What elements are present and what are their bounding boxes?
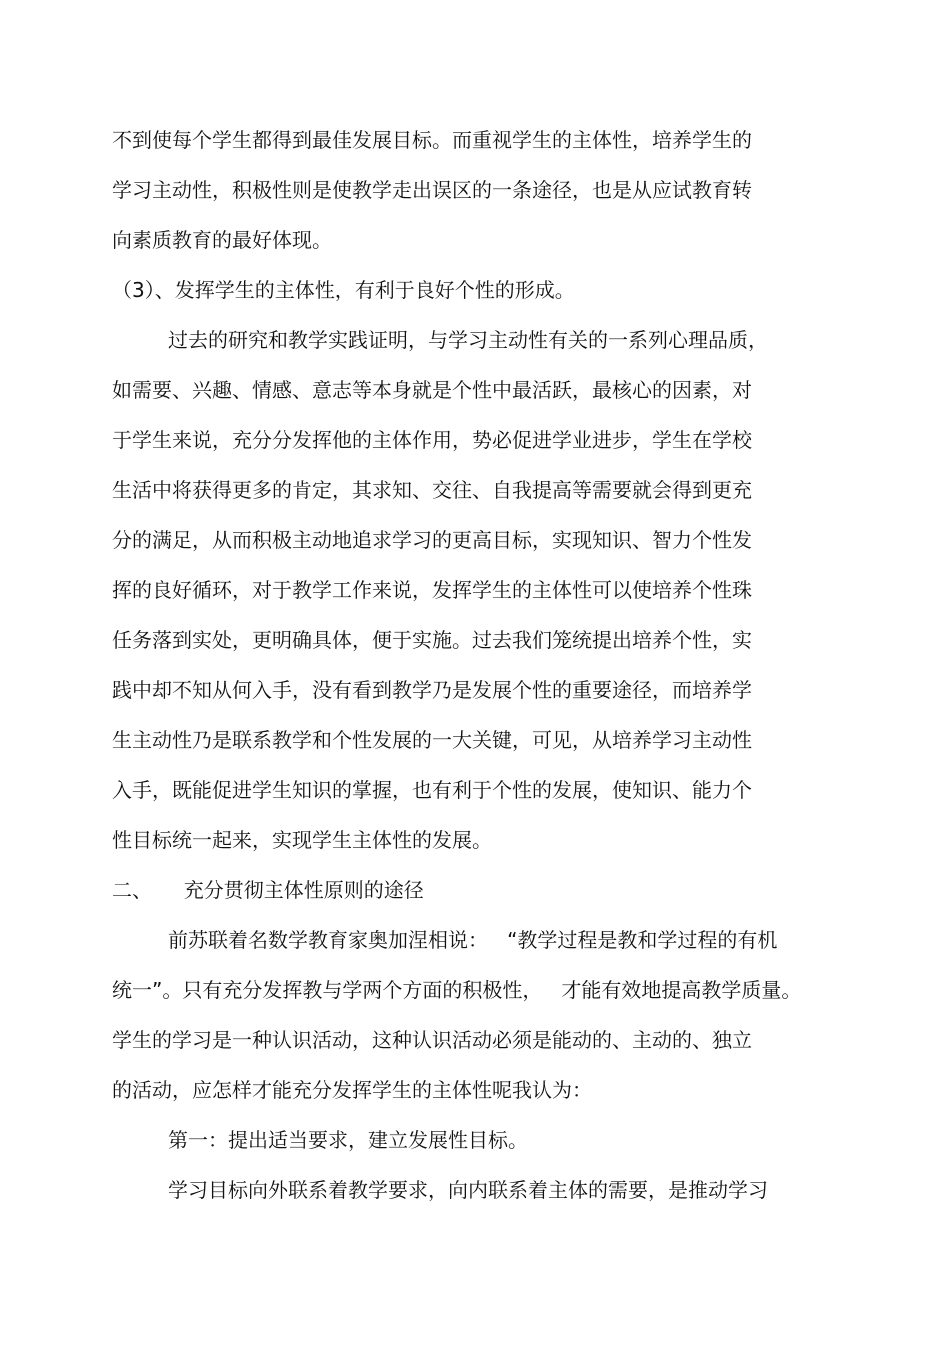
text-line-19: 学生的学习是一种认识活动，这种认识活动必须是能动的、主动的、独立 xyxy=(112,1028,752,1052)
text-line-7: 于学生来说，充分分发挥他的主体作用，势必促进学业进步，学生在学校 xyxy=(112,428,752,452)
text-line-2: 学习主动性，积极性则是使教学走出误区的一条途径，也是从应试教育转 xyxy=(112,178,752,202)
text-line-20: 的活动，应怎样才能充分发挥学生的主体性呢我认为： xyxy=(112,1078,592,1102)
text-line-18: 统一”。只有充分发挥教与学两个方面的积极性， 才能有效地提高教学质量。 xyxy=(112,978,802,1002)
text-line-10: 挥的良好循环，对于教学工作来说，发挥学生的主体性可以使培养个性珠 xyxy=(112,578,752,602)
text-line-9: 分的满足，从而积极主动地追求学习的更高目标，实现知识、智力个性发 xyxy=(112,528,752,552)
section-heading-3: （3）、发挥学生的主体性，有利于良好个性的形成。 xyxy=(112,278,575,302)
text-line-14: 入手，既能促进学生知识的掌握，也有利于个性的发展，使知识、能力个 xyxy=(112,778,752,802)
section-heading-2: 二、 充分贯彻主体性原则的途径 xyxy=(112,878,424,902)
text-line-5: 过去的研究和教学实践证明，与学习主动性有关的一系列心理品质， xyxy=(168,328,768,352)
text-line-13: 生主动性乃是联系教学和个性发展的一大关键，可见，从培养学习主动性 xyxy=(112,728,752,752)
text-line-3: 向素质教育的最好体现。 xyxy=(112,228,332,252)
text-line-17: 前苏联着名数学教育家奥加涅相说： “教学过程是教和学过程的有机 xyxy=(168,928,778,952)
text-line-1: 不到使每个学生都得到最佳发展目标。而重视学生的主体性，培养学生的 xyxy=(112,128,752,152)
text-line-6: 如需要、兴趣、情感、意志等本身就是个性中最活跃，最核心的因素，对 xyxy=(112,378,752,402)
text-line-22: 学习目标向外联系着教学要求，向内联系着主体的需要，是推动学习 xyxy=(168,1178,768,1202)
text-line-21: 第一：提出适当要求，建立发展性目标。 xyxy=(168,1128,528,1152)
text-line-12: 践中却不知从何入手，没有看到教学乃是发展个性的重要途径，而培养学 xyxy=(112,678,752,702)
text-line-15: 性目标统一起来，实现学生主体性的发展。 xyxy=(112,828,492,852)
text-line-11: 任务落到实处，更明确具体，便于实施。过去我们笼统提出培养个性，实 xyxy=(112,628,752,652)
text-line-8: 生活中将获得更多的肯定，其求知、交往、自我提高等需要就会得到更充 xyxy=(112,478,752,502)
